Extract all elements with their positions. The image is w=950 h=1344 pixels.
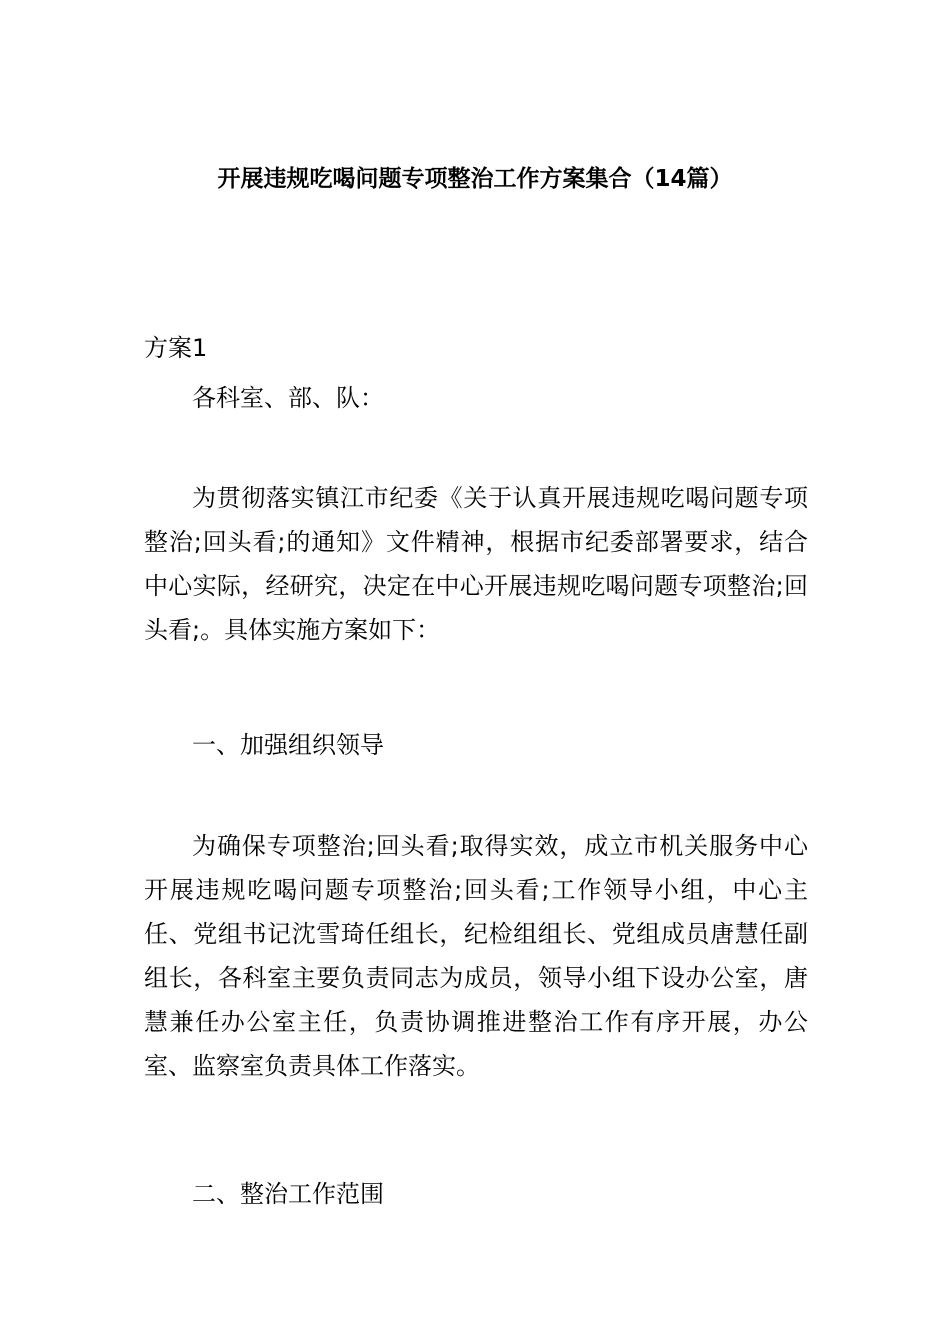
plan-heading: 方案1 (144, 334, 208, 362)
section-1-paragraph: 为确保专项整治;回头看;取得实效，成立市机关服务中心开展违规吃喝问题专项整治;回头看;工作领导小组，中心主任、党组书记沈雪琦任组长，纪检组组长、党组成员唐慧任副组长，各科室主要负责同志为成员，领导小组下设办公室，唐慧兼任办公室主任，负责协调推进整治工作有序开展，办公室、监察室负责具体工作落实。 (144, 832, 808, 1080)
document-title: 开展违规吃喝问题专项整治工作方案集合（14篇） (217, 166, 733, 192)
section-1-heading: 一、加强组织领导 (192, 731, 384, 759)
intro-paragraph: 为贯彻落实镇江市纪委《关于认真开展违规吃喝问题专项整治;回头看;的通知》文件精神，根据市纪委部署要求，结合中心实际，经研究，决定在中心开展违规吃喝问题专项整治;回头看;。具体实施方案如下： (144, 484, 808, 644)
salutation: 各科室、部、队： (192, 384, 384, 412)
section-2-heading: 二、整治工作范围 (192, 1180, 384, 1208)
